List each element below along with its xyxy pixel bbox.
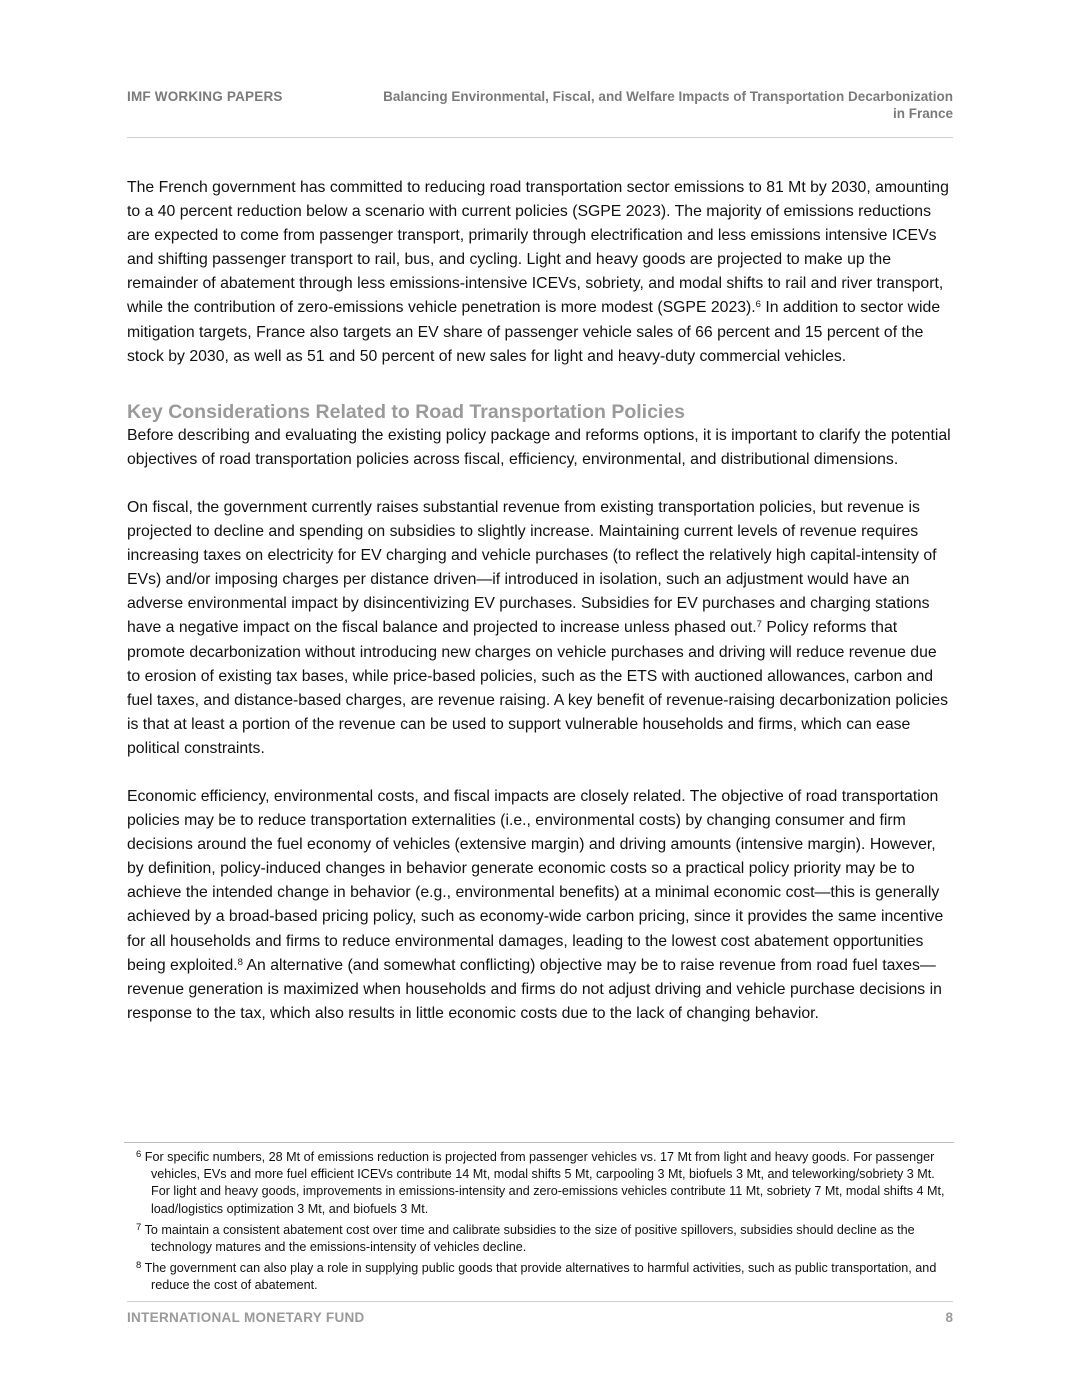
footnote-mark: 8 [136, 1260, 142, 1272]
section-heading: Key Considerations Related to Road Transportation Policies [127, 400, 686, 423]
paragraph-fiscal [127, 496, 954, 761]
paragraph-intro: Before describing and evaluating the existing policy package and reforms options, it is important to clarify the potential objectives of road transportation policies across fiscal, efficiency, environmental, and distributional dimensions. [127, 426, 951, 468]
footnote-text: To maintain a consistent abatement cost over time and calibrate subsidies to the size of positive spillovers, subsidies should decline as the technology matures and the emissions-intensity of vehicles decline. [141, 1222, 915, 1255]
footnote-text: For specific numbers, 28 Mt of emissions reduction is projected from passenger vehicles vs. 17 Mt from light and heavy goods. For passenger vehicles, EVs and more fuel efficient ICEVs contribute 14 Mt, modal shifts 5 Mt, carpooling 3 Mt, biofuels 3 Mt, and teleworking/sobriety 3 Mt. For light and heavy goods, improvements in emissions-intensity and zero-emissions vehicles contribute 11 Mt, sobriety 7 Mt, modal shifts 4 Mt, load/logistics optimization 3 Mt, and biofuels 3 Mt. [141, 1150, 945, 1216]
paragraph-text: An alternative (and somewhat conflicting) objective may be to raise revenue from road fuel taxes—revenue generation is maximized when households and firms do not adjust driving and vehicle purchase decisions in response to the tax, which also results in little economic costs due to the lack of changing behavior. [127, 956, 942, 1022]
footnote-6 [124, 1149, 954, 1218]
footnote-ref-7[interactable]: 7 [756, 619, 762, 631]
footnote-8 [124, 1260, 954, 1294]
paragraph-text: Policy reforms that promote decarbonization without introducing new charges on vehicle purchases and driving will reduce revenue due to erosion of existing tax bases, while price-based policies, such as the ETS with auctioned allowances, carbon and fuel taxes, and distance-based charges, are revenue raising. A key benefit of revenue-raising decarbonization policies is that at least a portion of the revenue can be used to support vulnerable households and firms, which can ease political constraints. [127, 619, 949, 757]
footnote-7 [124, 1222, 954, 1256]
paragraph-efficiency [127, 785, 954, 1026]
footer-organization: INTERNATIONAL MONETARY FUND [127, 1310, 365, 1325]
paragraph-text: The French government has committed to reducing road transportation sector emissions to 81 Mt by 2030, amounting to a 40 percent reduction below a scenario with current policies (SGPE 2023). The majority of emissions reductions are expected to come from passenger transport, primarily through electrification and less emissions intensive ICEVs and shifting passenger transport to rail, bus, and cycling. Light and heavy goods are projected to make up the remainder of abatement through less emissions-intensive ICEVs, sobriety, and modal shifts to rail and river transport, while the contribution of zero-emissions vehicle penetration is more modest (SGPE 2023). [127, 179, 949, 317]
paragraph-text: Economic efficiency, environmental costs, and fiscal impacts are closely related. The objective of road transportation policies may be to reduce transportation externalities (i.e., environmental costs) by changing consumer and firm decisions around the fuel economy of vehicles (extensive margin) and driving amounts (intensive margin). However, by definition, policy-induced changes in behavior generate economic costs so a practical policy priority may be to achieve the intended change in behavior (e.g., environmental benefits) at a minimal economic cost—this is generally achieved by a broad-based pricing policy, such as economy-wide carbon pricing, since it provides the same incentive for all households and firms to reduce environmental damages, leading to the lowest cost abatement opportunities being exploited. [127, 787, 944, 974]
series-label: IMF WORKING PAPERS [127, 89, 283, 104]
footnote-text: The government can also play a role in supplying public goods that provide alternatives to harmful activities, such as public transportation, and reduce the cost of abatement. [141, 1261, 937, 1293]
running-title-line-2: in France [892, 105, 953, 121]
main-content [127, 176, 954, 1026]
running-title [333, 89, 953, 122]
footnote-mark: 6 [136, 1149, 142, 1160]
paragraph-text: In addition to sector wide mitigation targets, France also targets an EV share of passenger vehicle sales of 66 percent and 15 percent of the stock by 2030, as well as 51 and 50 percent of new sales for light and heavy-duty commercial vehicles. [127, 299, 941, 365]
footnote-divider [124, 1142, 954, 1143]
running-title-line-1: Balancing Environmental, Fiscal, and Welfare Impacts of Transportation Decarbonization [383, 89, 953, 104]
paragraph-text: On fiscal, the government currently raises substantial revenue from existing transportation policies, but revenue is projected to decline and spending on subsidies to slightly increase. Maintaining current levels of revenue requires increasing taxes on electricity for EV charging and vehicle purchases (to reflect the relatively high capital-intensity of EVs) and/or imposing charges per distance driven—if introduced in isolation, such an adjustment would have an adverse environmental impact by disincentivizing EV purchases. Subsidies for EV purchases and charging stations have a negative impact on the fiscal balance and projected to increase unless phased out. [127, 498, 937, 637]
footer-divider [127, 1301, 953, 1302]
footnotes [124, 1149, 954, 1299]
page-header [127, 89, 953, 138]
page-number: 8 [945, 1310, 953, 1325]
footnote-ref-6[interactable]: 6 [755, 299, 761, 311]
footnote-mark: 7 [136, 1221, 142, 1233]
footnote-ref-8[interactable]: 8 [237, 956, 243, 968]
paragraph-targets [127, 176, 954, 369]
